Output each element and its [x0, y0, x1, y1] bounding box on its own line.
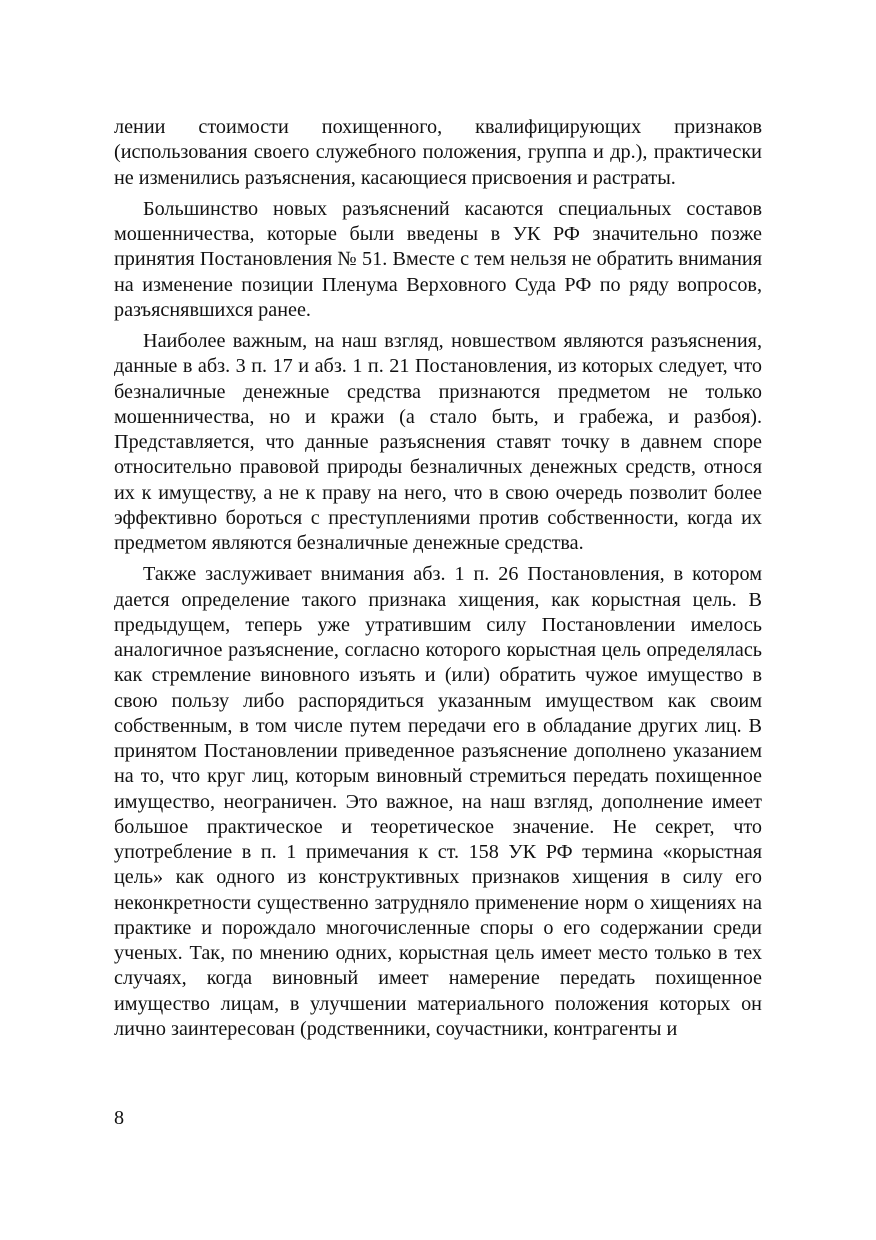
body-text: [114, 115, 762, 1048]
paragraph-4: Также заслуживает внимания абз. 1 п. 26 Постановления, в котором дается определение такого признака хищения, как корыстная цель. В предыдущем, теперь уже утратившим силу Постановлении имелось аналогичное разъяснение, согласно которого корыстная цель определялась как стремление виновного изъять и (или) обратить чужое имущество в свою пользу либо распорядиться указанным имуществом как своим собственным, в том числе путем передачи его в обладание других лиц. В принятом Постановлении приведенное разъяснение дополнено указанием на то, что круг лиц, которым виновный стремиться передать похищенное имущество, неограничен. Это важное, на наш взгляд, дополнение имеет большое практическое и теоретическое значение. Не секрет, что употребление в п. 1 примечания к ст. 158 УК РФ термина «корыстная цель» как одного из конструктивных признаков хищения в силу его неконкретности существенно затрудняло применение норм о хищениях на практике и порождало многочисленные споры о его содержании среди ученых. Так, по мнению одних, корыстная цель имеет место только в тех случаях, когда виновный имеет намерение передать похищенное имущество лицам, в улучшении материального положения которых он лично заинтересован (родственники, соучастники, контрагенты и: [114, 563, 762, 1040]
page-number: 8: [114, 1107, 125, 1129]
paragraph-2: Большинство новых разъяснений касаются специальных составов мошенничества, которые были введены в УК РФ значительно позже принятия Постановления № 51. Вместе с тем нельзя не обратить внимания на изменение позиции Пленума Верховного Суда РФ по ряду вопросов, разъяснявшихся ранее.: [114, 197, 762, 321]
paragraph-3: Наиболее важным, на наш взгляд, новшеством являются разъяснения, данные в абз. 3 п. 17 и абз. 1 п. 21 Постановления, из которых следует, что безналичные денежные средства признаются предметом не только мошенничества, но и кражи (а стало быть, и грабежа, и разбоя). Представляется, что данные разъяснения ставят точку в давнем споре относительно правовой природы безналичных денежных средств, относя их к имуществу, а не к праву на него, что в свою очередь позволит более эффективно бороться с преступлениями против собственности, когда их предметом являются безналичные денежные средства.: [114, 330, 762, 554]
paragraph-1: лении стоимости похищенного, квалифицирующих признаков (использования своего служебного положения, группа и др.), практически не изменились разъяснения, касающиеся присвоения и растраты.: [114, 116, 762, 189]
